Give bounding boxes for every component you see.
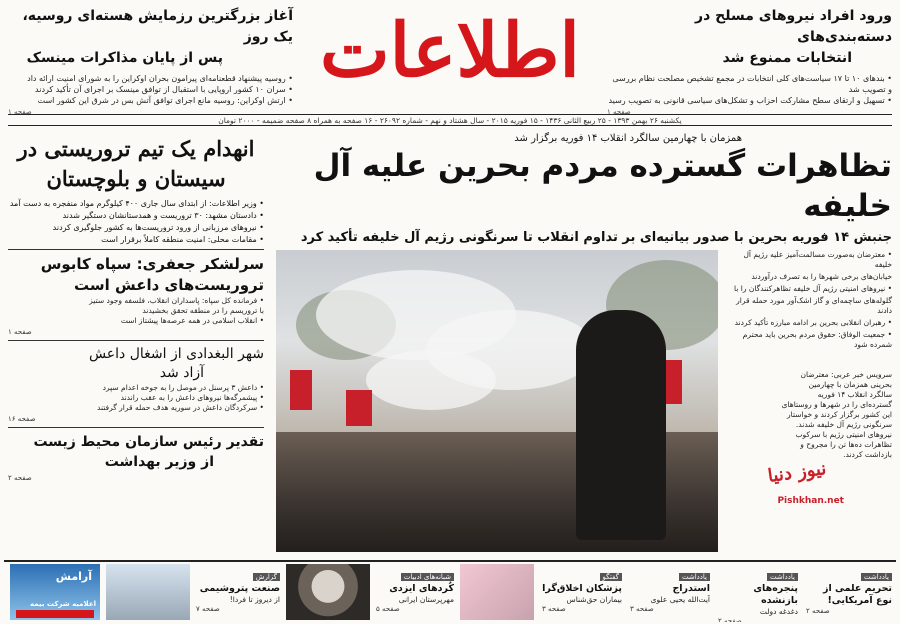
story-line: بحرینی همزمان با چهارمین <box>808 380 892 389</box>
page-reference: صفحه ۳ <box>630 605 654 613</box>
main-story-bullets <box>726 250 892 352</box>
story-headline[interactable]: سرلشکر جعفری: سپاه کابوس <box>40 255 264 273</box>
teaser-tag: یادداشت <box>679 573 710 581</box>
teaser-title: استدراج <box>672 583 710 594</box>
teaser-card[interactable] <box>806 564 892 622</box>
headline: ورود افراد نیروهای مسلح در دسته‌بندی‌های <box>695 8 892 45</box>
bullet: • ارتش اوکراین: روسیه مانع اجرای توافق آتش بس در شرق این کشور است <box>37 96 293 105</box>
story-line: سالگرد انقلاب ۱۴ فوریه <box>817 390 892 399</box>
bullet: • تسهیل و ارتقای سطح مشارکت احزاب و تشکل‌های سیاسی قانونی به تصویب رسید <box>608 96 892 105</box>
masthead <box>0 0 900 125</box>
divider <box>8 340 264 341</box>
story-line: تظاهرات ده‌ها تن را مجروح و <box>800 440 892 449</box>
page-reference: صفحه ۳ <box>542 605 566 613</box>
story-line: • پیشمرگه‌ها نیروهای داعش را به عقب راندند <box>120 393 264 402</box>
story-line: سرویس خبر عربی: معترضان <box>800 370 892 379</box>
story-line: خیابان‌های برخی شهرها را به تصرف درآوردند <box>751 272 892 281</box>
teaser-title: صنعت پتروشیمی <box>199 583 280 594</box>
bullet: • مقامات محلی: امنیت منطقه کاملاً برقرار است <box>101 235 264 244</box>
teaser-tag: شبانه‌های ادبیات <box>401 573 454 581</box>
story-line: • رهبران انقلابی بحرین بر ادامه مبارزه تأکید کردند <box>734 318 892 327</box>
teaser-title: پنجره‌های بازنشده <box>753 583 798 606</box>
story-line: • سرکردگان داعش در سوریه هدف حمله قرار گرفتند <box>97 403 264 412</box>
left-column <box>8 132 264 558</box>
story-line: گلوله‌های ساچمه‌ای و گاز اشک‌آور مورد حمله قرار دادند <box>736 296 892 315</box>
teaser-title: تحریم علمی از نوع آمریکایی! <box>822 583 892 606</box>
bullet-list <box>8 73 293 106</box>
story-line: • جمعیت الوفاق: حقوق مردم بحرین باید محترم شمرده شود <box>742 330 892 349</box>
newspaper-logo: اطلاعات <box>320 8 580 94</box>
protester-silhouette <box>576 310 666 540</box>
smoke-cloud <box>366 350 496 410</box>
teaser-card[interactable] <box>376 564 454 622</box>
page-reference: صفحه ۱ <box>607 108 631 116</box>
subheadline: جنبش ۱۴ فوریه بحرین با صدور بیانیه‌ای بر تداوم انقلاب تا سرنگونی رژیم آل خلیفه تأکید کرد <box>300 230 892 245</box>
bullet-list <box>8 198 264 245</box>
story-line: • نیروهای امنیتی رژیم آل خلیفه تظاهرکنندگان را با <box>733 284 892 293</box>
watermark-logo: نیوز دنیا <box>766 458 828 487</box>
headline: انتخابات ممنوع شد <box>722 50 852 66</box>
story-headline[interactable]: از وزیر بهداشت <box>104 454 214 470</box>
story-line: گسترده‌ای را در شهرها و روستاهای <box>781 400 892 409</box>
teaser-subtitle: بیماران حق‌شناس <box>566 595 622 604</box>
lead-headline[interactable]: انهدام یک تیم تروریستی در سیستان و بلوچستان <box>17 136 255 191</box>
teaser-card[interactable] <box>630 564 710 622</box>
headline: آغاز بزرگترین رزمایش هسته‌ای روسیه، یک روز <box>22 8 293 45</box>
page-reference: صفحه ۲ <box>718 617 742 622</box>
bottom-teasers <box>4 560 896 622</box>
main-story-body <box>726 370 892 460</box>
teaser-tag: یادداشت <box>767 573 798 581</box>
main-headline[interactable]: تظاهرات گسترده مردم بحرین علیه آل خلیفه <box>313 148 892 224</box>
masthead-right-story[interactable] <box>607 6 892 116</box>
bullet-list <box>607 73 892 106</box>
story-line: • انقلاب اسلامی در همه عرصه‌ها پیشتاز است <box>120 316 264 325</box>
teaser-card[interactable] <box>718 564 798 622</box>
bullet: • دادستان مشهد: ۳۰ تروریست و همدستانشان دستگیر شدند <box>62 211 264 220</box>
watermark-url: Pishkhan.net <box>777 496 844 506</box>
story-headline[interactable]: آزاد شد <box>159 365 204 381</box>
story-line: بازداشت کردند. <box>843 450 892 459</box>
page-reference: صفحه ۱ <box>8 328 32 336</box>
story-headline[interactable]: تقدیر رئیس سازمان محیط زیست <box>33 434 264 450</box>
teaser-subtitle: دغدغه دولت <box>759 607 798 616</box>
teaser-tag: گفتگو <box>600 573 622 581</box>
story-headline[interactable]: شهر البغدادی از اشغال داعش <box>88 346 264 362</box>
divider <box>8 427 264 428</box>
story-line: این کشور برگزار کردند و خواستار <box>787 410 892 419</box>
page-reference: صفحه ۱ <box>8 108 32 116</box>
masthead-left-story[interactable] <box>8 6 293 116</box>
teaser-tag: گزارش <box>253 573 280 581</box>
teaser-subtitle: مهرپرستان ایرانی <box>398 595 454 604</box>
kicker: همزمان با چهارمین سالگرد انقلاب ۱۴ فوریه برگزار شد <box>514 133 742 144</box>
teaser-subtitle: از دیروز تا فردا! <box>229 595 280 604</box>
headline: پس از پایان مذاکرات مینسک <box>26 50 223 66</box>
page-reference: صفحه ۲ <box>806 607 830 615</box>
dateline: یکشنبه ۲۶ بهمن ۱۳۹۳ - ۲۵ ربیع الثانی ۱۴۳۶ - ۱۵ فوریه ۲۰۱۵ - سال هشتاد و نهم - شماره ۲۶۰۹۲ - ۱۶ صفحه به همراه ۸ صفحه ضمیمه - ۲۰۰۰ تومان <box>8 114 892 126</box>
ad-caption: اعلامیه شرکت بیمه <box>30 600 96 608</box>
story-text <box>8 383 264 413</box>
story-line: سرنگونی رژیم آل خلیفه شدند. <box>795 420 892 429</box>
ad-title: آرامش <box>55 570 92 583</box>
flag <box>346 390 372 426</box>
page-reference: صفحه ۱۶ <box>8 415 36 423</box>
story-line: • معترضان به‌صورت مسالمت‌آمیز علیه رژیم آل خلیفه <box>743 250 892 269</box>
insurance-ad[interactable] <box>10 564 100 620</box>
teaser-card[interactable] <box>196 564 280 622</box>
story-line: • فرمانده کل سپاه: پاسداران انقلاب، فلسفه وجود ستیز <box>89 296 264 305</box>
ad-bar <box>16 610 94 618</box>
protest-photo[interactable] <box>276 250 718 552</box>
main-story[interactable] <box>272 132 892 558</box>
divider <box>8 249 264 250</box>
teaser-photo <box>460 564 534 620</box>
story-line: با تروریسم را در منطقه تحقق بخشیدند <box>142 306 264 315</box>
story-text <box>8 296 264 326</box>
page-reference: صفحه ۵ <box>376 605 400 613</box>
teaser-tag: یادداشت <box>861 573 892 581</box>
bullet: • بندهای ۱۰ تا ۱۷ سیاست‌های کلی انتخابات در مجمع تشخیص مصلحت نظام بررسی <box>612 74 892 83</box>
teaser-title: پزشکان اخلاق‌گرا <box>542 583 622 594</box>
flag <box>290 370 312 410</box>
page-reference: صفحه ۲ <box>8 474 32 482</box>
bullet: • وزیر اطلاعات: از ابتدای سال جاری ۴۰۰ کیلوگرم مواد منفجره به دست آمد <box>9 199 264 208</box>
bullet: و تصویب شد <box>848 85 892 94</box>
bullet: • روسیه پیشنهاد قطعنامه‌ای پیرامون بحران اوکراین را به شورای امنیت ارائه داد <box>27 74 293 83</box>
portrait-photo <box>286 564 370 620</box>
teaser-subtitle: آیت‌الله یحیی علوی <box>650 595 710 604</box>
petrochemical-photo <box>106 564 190 620</box>
story-line: • داعش ۳ پرسنل در موصل را به جوخه اعدام سپرد <box>102 383 264 392</box>
page-reference: صفحه ۷ <box>196 605 220 613</box>
story-headline[interactable]: تروریست‌های داعش است <box>74 276 264 294</box>
bullet: • سران ۱۰ کشور اروپایی با استقبال از توافق مینسک بر اجرای آن تأکید کردند <box>35 85 293 94</box>
teaser-title: کُردهای ایزدی <box>389 583 454 594</box>
bullet: • نیروهای مرزبانی از ورود تروریست‌ها به کشور جلوگیری کردند <box>52 223 264 232</box>
teaser-card[interactable] <box>542 564 622 622</box>
story-line: نیروهای امنیتی رژیم با سرکوب <box>795 430 892 439</box>
